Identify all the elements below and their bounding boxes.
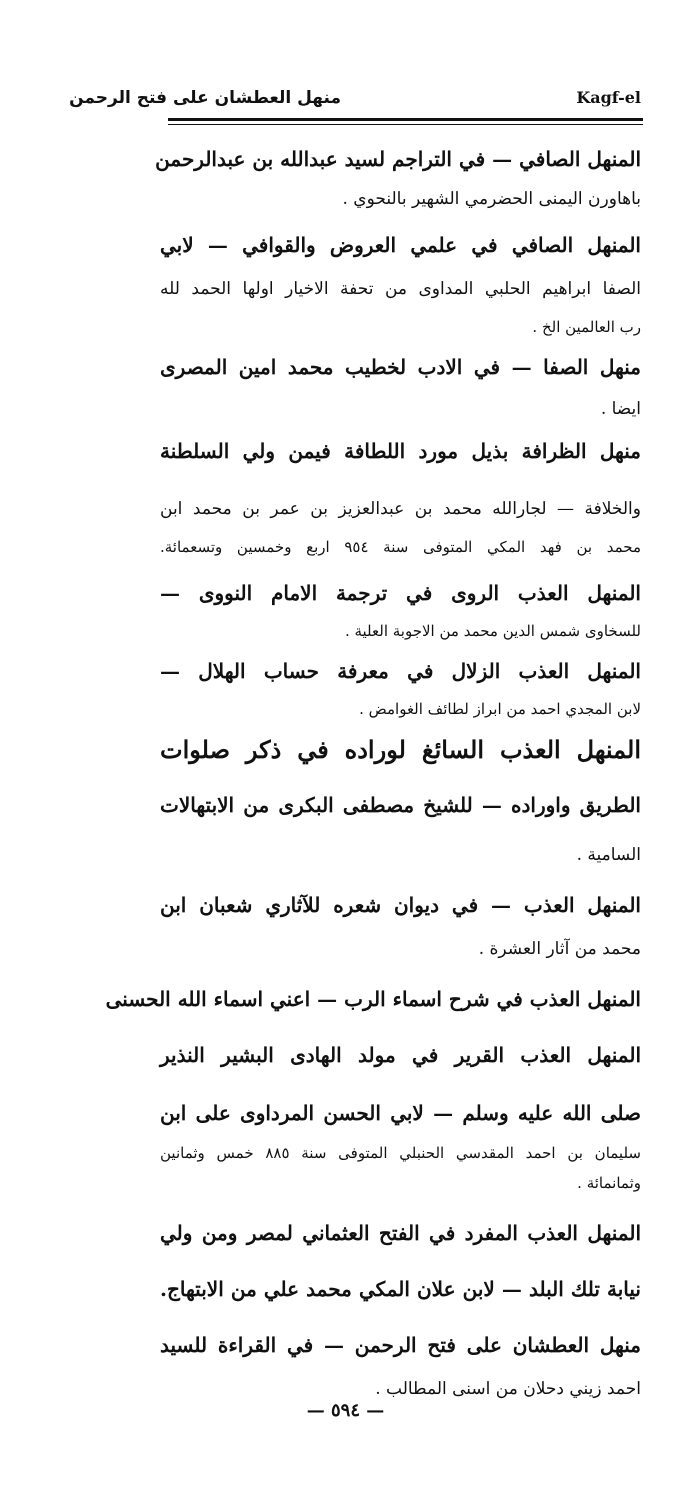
- text-line: للسخاوى شمس الدين محمد من الاجوبة العلية .: [344, 622, 641, 640]
- text-line: السامية .: [576, 845, 641, 865]
- text-line: المنهل الصافي — في التراجم لسيد عبدالله بن عبدالرحمن: [155, 147, 641, 171]
- header-rule-thin: [168, 124, 643, 125]
- text-line: لابن المجدي احمد من ابراز لطائف الغوامض .: [359, 700, 641, 718]
- text-line: سليمان بن احمد المقدسي الحنبلي المتوفى سنة ٨٨٥ خمس وثمانين: [160, 1144, 641, 1162]
- running-header-tag: Kagf-el: [576, 88, 641, 107]
- text-line: المنهل العذب — في ديوان شعره للآثاري شعبان ابن: [160, 893, 641, 917]
- header-rule-thick: [168, 118, 643, 121]
- text-line: منهل العطشان على فتح الرحمن — في القراءة للسيد: [160, 1333, 641, 1357]
- text-line: رب العالمين الخ .: [532, 318, 641, 336]
- text-line: المنهل العذب السائغ لوراده في ذكر صلوات: [160, 735, 641, 764]
- text-line: المنهل العذب المفرد في الفتح العثماني لمصر ومن ولي: [160, 1221, 641, 1245]
- text-line: الصفا ابراهيم الحلبي المداوى من تحفة الاخيار اولها الحمد لله: [160, 279, 641, 299]
- text-line: صلى الله عليه وسلم — لابي الحسن المرداوى على ابن: [160, 1101, 641, 1125]
- text-line: المنهل العذب الزلال في معرفة حساب الهلال —: [160, 659, 641, 683]
- text-line: المنهل العذب في شرح اسماء الرب — اعني اسماء الله الحسنى: [105, 987, 641, 1011]
- text-line: المنهل الصافي في علمي العروض والقوافي — لابي: [160, 233, 641, 257]
- text-line: باهاورن اليمنى الحضرمي الشهير بالنحوي .: [342, 189, 641, 209]
- text-line: محمد من آثار العشرة .: [478, 939, 641, 959]
- page-number: — ٥٩٤ —: [306, 1400, 385, 1421]
- text-line: المنهل العذب القرير في مولد الهادى البشير النذير: [160, 1043, 641, 1067]
- text-line: وثمانمائة .: [577, 1174, 641, 1192]
- text-line: محمد بن فهد المكي المتوفى سنة ٩٥٤ اربع وخمسين وتسعمائة.: [160, 538, 641, 556]
- text-line: احمد زيني دحلان من اسنى المطالب .: [375, 1379, 641, 1399]
- running-header: [69, 88, 641, 118]
- text-line: نيابة تلك البلد — لابن علان المكي محمد علي من الابتهاج.: [160, 1277, 641, 1301]
- text-line: منهل الظرافة بذيل مورد اللطافة فيمن ولي السلطنة: [160, 439, 641, 463]
- text-line: المنهل العذب الروى في ترجمة الامام النووى —: [160, 581, 641, 605]
- text-line: والخلافة — لجارالله محمد بن عبدالعزيز بن عمر بن محمد ابن: [160, 499, 641, 519]
- text-line: ايضا .: [600, 399, 641, 419]
- running-header-title: منهل العطشان على فتح الرحمن: [69, 88, 341, 108]
- text-line: الطريق واوراده — للشيخ مصطفى البكرى من الابتهالات: [160, 793, 641, 817]
- text-line: منهل الصفا — في الادب لخطيب محمد امين المصرى: [160, 355, 641, 379]
